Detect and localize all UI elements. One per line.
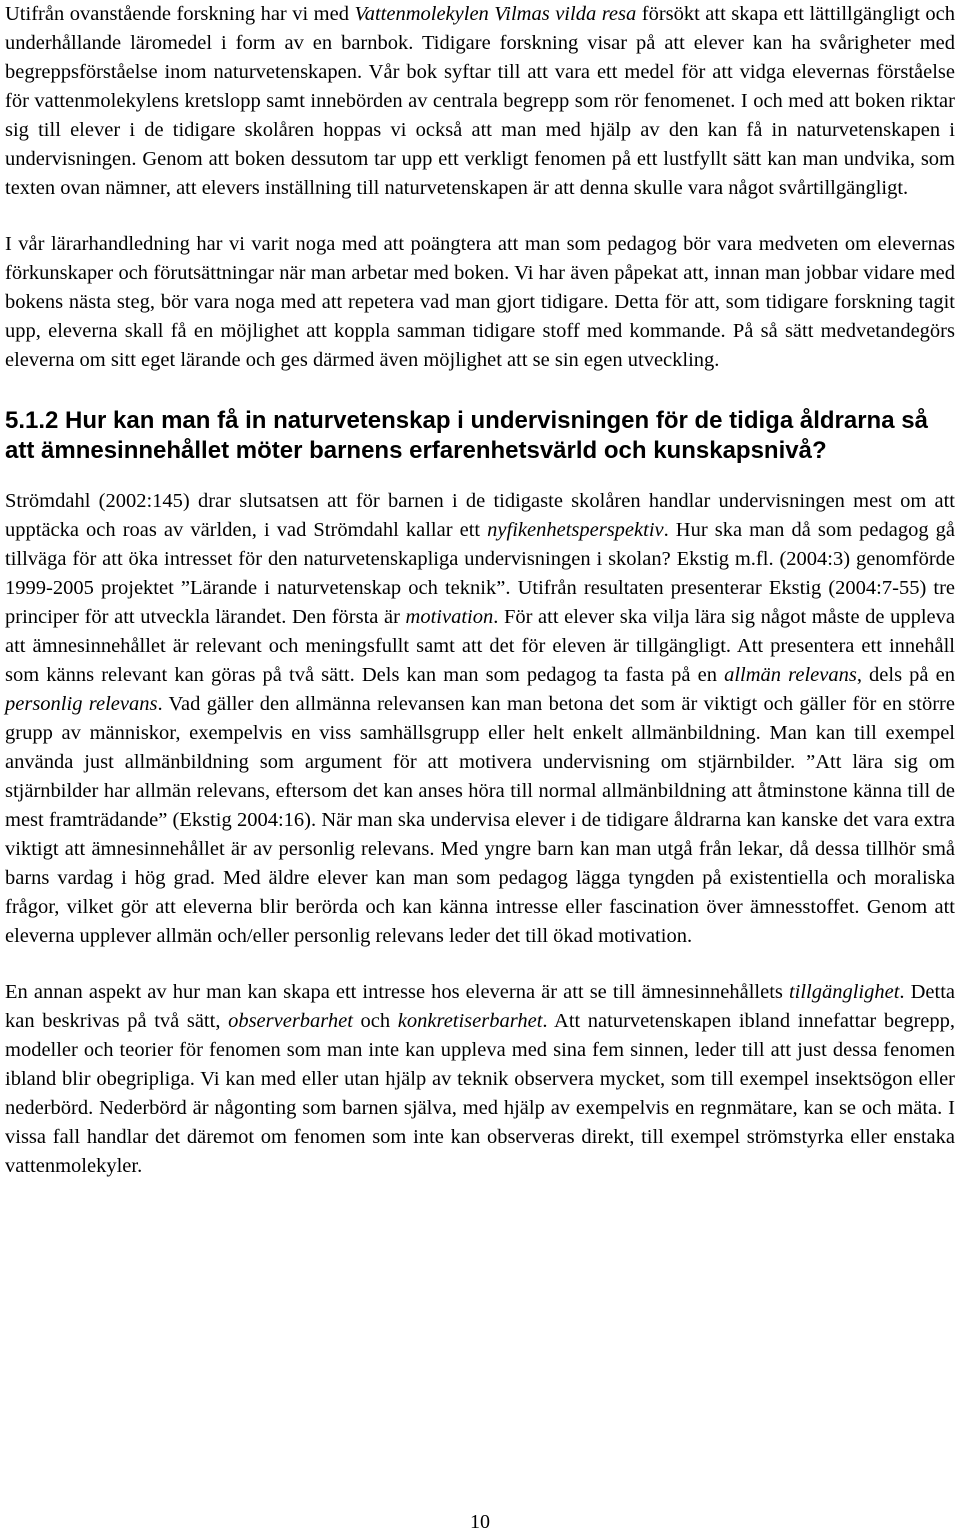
paragraph-4: En annan aspekt av hur man kan skapa ett intresse hos eleverna är att se till ämnesinnehållets tillgänglighet. Detta kan beskrivas på två sätt, observerbarhet och konkretiserbarhet. Att naturvetenskapen ibland innefattar begrepp, modeller och teorier för fenomen som man inte kan uppleva med sina fem sinnen, leder till att just dessa fenomen ibland blir obegripliga. Vi kan med eller utan hjälp av teknik observera mycket, som till exempel insektsögon eller nederbörd. Nederbörd är någonting som barnen själva, med hjälp av exempelvis en regnmätare, kan se och mäta. I vissa fall handlar det däremot om fenomen som inte kan observeras direkt, till exempel strömstyrka eller enstaka vattenmolekyler. bbox=[5, 981, 956, 1177]
page-number: 10 bbox=[470, 1511, 490, 1533]
paragraph-1: Utifrån ovanstående forskning har vi med Vattenmolekylen Vilmas vilda resa försökt att skapa ett lättillgängligt och underhållande läromedel i form av en barnbok. Tidigare forskning visar på att elever kan ha svårigheter med begreppsförståelse inom naturvetenskapen. Vår bok syftar till att vara ett medel för att vidga elevernas förståelse för vattenmolekylens kretslopp samt innebörden av centrala begrepp som rör fenomenet. I och med att boken riktar sig till elever i de tidigare skolåren hoppas vi också att man med hjälp av den kan få in naturvetenskapen i undervisningen. Genom att boken dessutom tar upp ett verkligt fenomen på ett lustfyllt sätt kan man undvika, som texten ovan nämner, att elevers inställning till naturvetenskapen är att denna skulle vara något svårtillgängligt. bbox=[5, 3, 955, 199]
italic-term: Vattenmolekylen Vilmas vilda resa bbox=[354, 3, 637, 25]
italic-term: allmän relevans bbox=[724, 664, 857, 686]
italic-term: personlig relevans bbox=[5, 693, 158, 715]
paragraph-3: Strömdahl (2002:145) drar slutsatsen att för barnen i de tidigaste skolåren handlar undervisningen mest om att upptäcka och roas av världen, i vad Strömdahl kallar ett nyfikenhetsperspektiv. Hur ska man då som pedagog gå tillväga för att öka intresset för den naturvetenskapliga undervisningen i skolan? Ekstig m.fl. (2004:3) genomförde 1999-2005 projektet ”Lärande i naturvetenskap och teknik”. Utifrån resultaten presenterar Ekstig (2004:7-55) tre principer för att utveckla lärandet. Den första är motivation. För att elever ska vilja lära sig något måste de uppleva att ämnesinnehållet är relevant och meningsfullt samt att det för eleven är tillgängligt. Att presentera ett innehåll som känns relevant kan göras på två sätt. Dels kan man som pedagog ta fasta på en allmän relevans, dels på en personlig relevans. Vad gäller den allmänna relevansen kan man betona det som är viktigt och gäller för en större grupp av människor, exempelvis en viss samhällsgrupp eller helt enkelt allmänbildning. Man kan till exempel använda just allmänbildning som argument för att motivera undervisning om stjärnbilder. ”Att lära sig om stjärnbilder har allmän relevans, eftersom det kan anses höra till normal allmänbildning att åtminstone känna till de mest framträdande” (Ekstig 2004:16). När man ska undervisa elever i de tidigare åldrarna kan kanske det vara extra viktigt att ämnesinnehållet är av personlig relevans. Med yngre barn kan man utgå från lekar, då dessa tillhör små barns vardag i hög grad. Med äldre elever kan man som pedagog lägga tyngden på existentiella och moraliska frågor, vilket gör att eleverna blir berörda och kan känna intresse eller fascination över ämnesstoffet. Genom att eleverna upplever allmän och/eller personlig relevans leder det till ökad motivation. bbox=[5, 490, 956, 947]
italic-term: motivation bbox=[405, 606, 494, 628]
paragraph-2: I vår lärarhandledning har vi varit noga med att poängtera att man som pedagog bör vara medveten om elevernas förkunskaper och förutsättningar när man arbetar med boken. Vi har även påpekat att, innan man jobbar vidare med bokens nästa steg, bör vara noga med att repetera vad man gjort tidigare. Detta för att, som tidigare forskning tagit upp, eleverna skall få en möjlighet att koppla samman tidigare stoff med kommande. På så sätt medvetandegörs eleverna om sitt eget lärande och ges därmed även möjlighet att se sin egen utveckling. bbox=[5, 233, 955, 371]
italic-term: nyfikenhetsperspektiv bbox=[487, 519, 664, 541]
italic-term: observerbarhet bbox=[228, 1010, 353, 1032]
italic-term: tillgänglighet bbox=[788, 981, 900, 1003]
italic-term: konkretiserbarhet bbox=[397, 1010, 543, 1032]
document-page bbox=[5, 0, 955, 1181]
section-heading: 5.1.2 Hur kan man få in naturvetenskap i undervisningen för de tidiga åldrarna så att ämnesinnehållet möter barnens erfarenhetsvärld och kunskapsnivå? bbox=[5, 407, 928, 464]
